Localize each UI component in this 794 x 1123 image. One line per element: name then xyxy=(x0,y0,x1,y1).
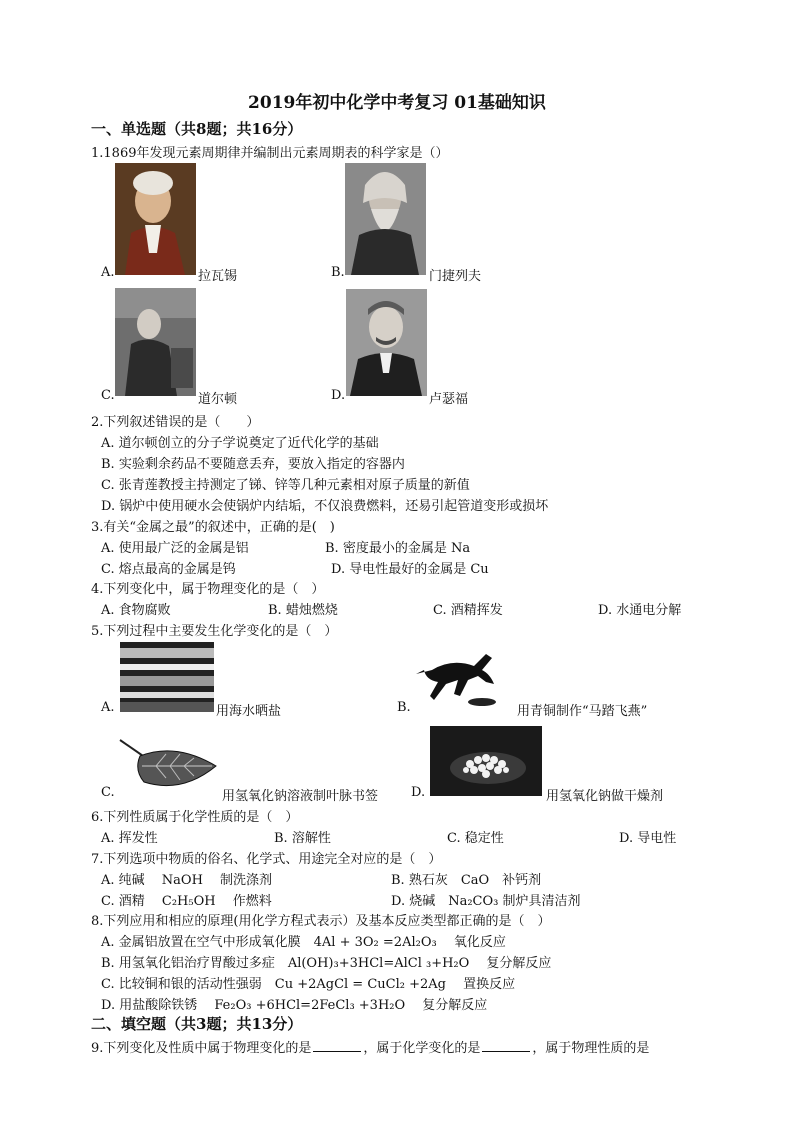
q3-option-d[interactable]: D. 导电性最好的金属是 Cu xyxy=(331,562,489,577)
question-8-stem: 8.下列应用和相应的原理(用化学方程式表示）及基本反应类型都正确的是（ ） xyxy=(91,914,551,929)
q9-text-part2: ，属于化学变化的是 xyxy=(363,1041,481,1056)
q2-option-b[interactable]: B. 实验剩余药品不要随意丢弃，要放入指定的容器内 xyxy=(101,457,405,472)
q4-option-a[interactable]: A. 食物腐败 xyxy=(101,603,171,618)
sodium-hydroxide-pellets-image xyxy=(430,726,542,796)
section-heading-single-choice: 一、单选题（共8题；共16分） xyxy=(91,120,303,138)
q4-option-b[interactable]: B. 蜡烛燃烧 xyxy=(268,603,338,618)
q2-option-d[interactable]: D. 锅炉中使用硬水会使锅炉内结垢，不仅浪费燃料，还易引起管道变形或损坏 xyxy=(101,499,549,514)
question-2-stem: 2.下列叙述错误的是（ ） xyxy=(91,415,260,430)
bronze-galloping-horse-image xyxy=(412,640,512,712)
q2-option-a[interactable]: A. 道尔顿创立的分子学说奠定了近代化学的基础 xyxy=(101,436,379,451)
q5-option-d-letter[interactable]: D. xyxy=(411,785,426,800)
q1-option-c-letter[interactable]: C. xyxy=(101,388,115,403)
question-3-stem: 3.有关“金属之最”的叙述中，正确的是( ) xyxy=(91,520,335,535)
question-6-stem: 6.下列性质属于化学性质的是（ ） xyxy=(91,810,299,825)
question-1-stem: 1.1869年发现元素周期律并编制出元素周期表的科学家是（） xyxy=(91,146,449,161)
q8-option-b[interactable]: B. 用氢氧化铝治疗胃酸过多症 Al(OH)₃+3HCl=AlCl ₃+H₂O 复分解反应 xyxy=(101,956,552,971)
sea-salt-drying-image xyxy=(120,642,214,712)
q1-option-b-letter[interactable]: B. xyxy=(331,265,345,280)
q1-option-b-text: 门捷列夫 xyxy=(429,269,482,284)
q9-answer-blank-1[interactable] xyxy=(313,1039,361,1052)
question-9-stem xyxy=(91,1037,649,1056)
question-4-stem: 4.下列变化中，属于物理变化的是（ ） xyxy=(91,582,325,597)
q1-option-d-letter[interactable]: D. xyxy=(331,388,346,403)
section-heading-fill-in: 二、填空题（共3题；共13分） xyxy=(91,1015,303,1033)
q5-option-d-text: 用氢氧化钠做干燥剂 xyxy=(546,789,664,804)
q5-option-a-text: 用海水晒盐 xyxy=(216,704,282,719)
q1-option-a-letter[interactable]: A. xyxy=(101,265,115,280)
q5-option-b-text: 用青铜制作“马踏飞燕” xyxy=(517,704,648,719)
q6-option-a[interactable]: A. 挥发性 xyxy=(101,831,158,846)
q5-option-b-letter[interactable]: B. xyxy=(397,700,411,715)
q1-option-a-text: 拉瓦锡 xyxy=(198,269,238,284)
q7-option-a[interactable]: A. 纯碱 NaOH 制洗涤剂 xyxy=(101,873,273,888)
portrait-rutherford-image xyxy=(346,289,427,396)
q7-option-b[interactable]: B. 熟石灰 CaO 补钙剂 xyxy=(391,873,542,888)
question-7-stem: 7.下列选项中物质的俗名、化学式、用途完全对应的是（ ） xyxy=(91,852,442,867)
q8-option-c[interactable]: C. 比较铜和银的活动性强弱 Cu +2AgCl = CuCl₂ +2Ag 置换反应 xyxy=(101,977,516,992)
q8-option-a[interactable]: A. 金属铝放置在空气中形成氧化膜 4Al + 3O₂ =2Al₂O₃ 氧化反应 xyxy=(101,935,506,950)
question-5-stem: 5.下列过程中主要发生化学变化的是（ ） xyxy=(91,624,338,639)
q3-option-a[interactable]: A. 使用最广泛的金属是铝 xyxy=(101,541,249,556)
q3-option-b[interactable]: B. 密度最小的金属是 Na xyxy=(325,541,471,556)
q6-option-c[interactable]: C. 稳定性 xyxy=(447,831,504,846)
q4-option-d[interactable]: D. 水通电分解 xyxy=(598,603,682,618)
q5-option-c-letter[interactable]: C. xyxy=(101,785,115,800)
q7-option-d[interactable]: D. 烧碱 Na₂CO₃ 制炉具清洁剂 xyxy=(391,894,581,909)
portrait-mendeleev-image xyxy=(345,163,426,275)
q1-option-d-text: 卢瑟福 xyxy=(429,392,469,407)
q9-text-part3: ，属于物理性质的是 xyxy=(532,1041,650,1056)
q9-text-part1: 9.下列变化及性质中属于物理变化的是 xyxy=(91,1041,312,1056)
portrait-lavoisier-image xyxy=(115,163,196,275)
q1-option-c-text: 道尔顿 xyxy=(198,392,238,407)
q5-option-c-text: 用氢氧化钠溶液制叶脉书签 xyxy=(222,789,379,804)
q6-option-b[interactable]: B. 溶解性 xyxy=(274,831,331,846)
q2-option-c[interactable]: C. 张青莲教授主持测定了锑、锌等几种元素相对原子质量的新值 xyxy=(101,478,470,493)
q4-option-c[interactable]: C. 酒精挥发 xyxy=(433,603,503,618)
q8-option-d[interactable]: D. 用盐酸除铁锈 Fe₂O₃ +6HCl=2FeCl₃ +3H₂O 复分解反应 xyxy=(101,998,488,1013)
portrait-dalton-image xyxy=(115,288,196,396)
q7-option-c[interactable]: C. 酒精 C₂H₅OH 作燃料 xyxy=(101,894,272,909)
q6-option-d[interactable]: D. 导电性 xyxy=(619,831,677,846)
q5-option-a-letter[interactable]: A. xyxy=(101,700,115,715)
q3-option-c[interactable]: C. 熔点最高的金属是钨 xyxy=(101,562,236,577)
page-title: 2019年初中化学中考复习 01基础知识 xyxy=(248,93,546,113)
leaf-vein-bookmark-image xyxy=(116,736,220,796)
q9-answer-blank-2[interactable] xyxy=(482,1039,530,1052)
